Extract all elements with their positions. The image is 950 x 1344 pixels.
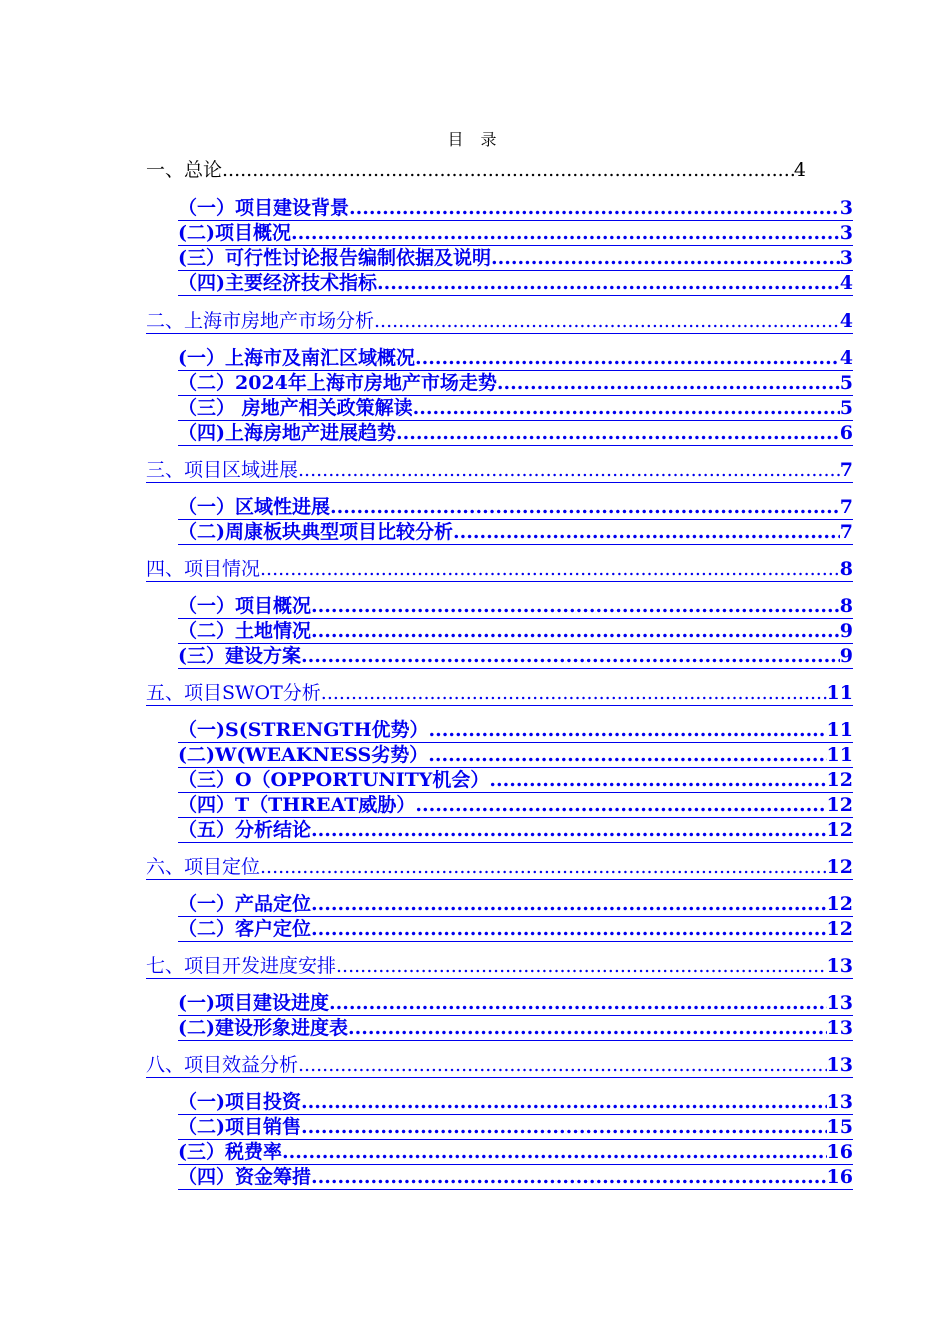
- toc-entry-page: 13: [826, 1017, 853, 1039]
- toc-entry-link[interactable]: [146, 1053, 853, 1078]
- toc-entry-label: (三）建设方案: [178, 645, 301, 667]
- toc-entry-link[interactable]: [146, 855, 853, 880]
- toc-dot-leader: [311, 917, 827, 941]
- toc-dot-leader: [336, 954, 827, 978]
- toc-entry-label: （二）2024年上海市房地产市场走势: [178, 372, 497, 394]
- toc-entry-link[interactable]: [178, 743, 853, 768]
- toc-dot-leader: [222, 158, 794, 182]
- toc-entry-page: 11: [826, 744, 853, 766]
- toc-entry-link[interactable]: [178, 619, 853, 644]
- toc-dot-leader: [377, 271, 840, 295]
- toc-dot-leader: [428, 743, 826, 767]
- toc-entry-page: 12: [826, 819, 853, 841]
- toc-entry-label: （一）产品定位: [178, 893, 312, 915]
- toc-entry-label: (一）上海市及南汇区域概况: [178, 347, 415, 369]
- toc-dot-leader: [329, 991, 827, 1015]
- toc-entry-page: 16: [826, 1141, 853, 1163]
- toc-dot-leader: [311, 594, 840, 618]
- toc-entry-page: 9: [839, 620, 853, 642]
- toc-dot-leader: [260, 855, 827, 879]
- toc-entry-page: 15: [826, 1116, 853, 1138]
- toc-entry-label: （二）客户定位: [178, 918, 312, 940]
- toc-entry-page: 13: [826, 955, 853, 977]
- toc-entry-label: (三）税费率: [178, 1141, 282, 1163]
- toc-dot-leader: [301, 1090, 827, 1114]
- toc-dot-leader: [429, 718, 827, 742]
- toc-entry-link[interactable]: [178, 196, 853, 221]
- toc-entry-page: 4: [839, 310, 853, 332]
- toc-entry-page: 11: [826, 719, 853, 741]
- toc-entry-label: （二)项目销售: [178, 1116, 301, 1138]
- toc-entry-link[interactable]: [146, 954, 853, 979]
- toc-entry-link[interactable]: [178, 991, 853, 1016]
- toc-entry-link[interactable]: [178, 271, 853, 296]
- toc-entry-page: 12: [826, 794, 853, 816]
- toc-entry-link[interactable]: [178, 1115, 853, 1140]
- toc-entry-label: （三） 房地产相关政策解读: [178, 397, 413, 419]
- toc-dot-leader: [301, 644, 840, 668]
- toc-dot-leader: [301, 1115, 827, 1139]
- toc-dot-leader: [453, 520, 840, 544]
- toc-entry-link[interactable]: [178, 396, 853, 421]
- toc-entry-link[interactable]: [178, 768, 853, 793]
- toc-entry-link[interactable]: [146, 458, 853, 483]
- toc-entry-label: （一）区域性进展: [178, 496, 331, 518]
- toc-dot-leader: [282, 1140, 827, 1164]
- toc-entry-page: 4: [793, 159, 806, 181]
- toc-entry-label: （四)上海房地产进展趋势: [178, 422, 396, 444]
- toc-entry-label: （一）项目概况: [178, 595, 312, 617]
- toc-dot-leader: [298, 1053, 827, 1077]
- toc-dot-leader: [321, 681, 827, 705]
- toc-entry-label: (二)项目概况: [178, 222, 291, 244]
- toc-entry-label: （四）资金筹措: [178, 1166, 312, 1188]
- toc-entry-page: 6: [839, 422, 853, 444]
- toc-entry-page: 11: [826, 682, 853, 704]
- toc-entry-link[interactable]: [178, 594, 853, 619]
- toc-dot-leader: [311, 892, 827, 916]
- toc-entry-label: （一）项目建设背景: [178, 197, 350, 219]
- toc-entry-page: 13: [826, 992, 853, 1014]
- toc-entry-link[interactable]: [146, 681, 853, 706]
- toc-entry-page: 9: [839, 645, 853, 667]
- toc-entry-link[interactable]: [178, 371, 853, 396]
- toc-entry-link[interactable]: [178, 520, 853, 545]
- toc-dot-leader: [396, 421, 840, 445]
- toc-entry-link[interactable]: [178, 917, 853, 942]
- toc-entry-link[interactable]: [178, 1165, 853, 1190]
- toc-entry-page: 7: [839, 496, 853, 518]
- toc-dot-leader: [311, 818, 827, 842]
- toc-dot-leader: [415, 793, 826, 817]
- toc-entry-page: 12: [826, 893, 853, 915]
- toc-dot-leader: [311, 619, 840, 643]
- toc-entry-label: 四、项目情况: [146, 558, 261, 580]
- toc-entry-page: 3: [839, 197, 853, 219]
- toc-entry-page: 7: [839, 459, 853, 481]
- toc-dot-leader: [489, 768, 826, 792]
- toc-entry-link[interactable]: [146, 309, 853, 334]
- toc-entry-link[interactable]: [178, 793, 853, 818]
- toc-entry-link[interactable]: [178, 718, 853, 743]
- toc-dot-leader: [330, 495, 840, 519]
- toc-dot-leader: [497, 371, 840, 395]
- toc-entry-label: 一、总论: [146, 159, 223, 181]
- toc-entry-page: 16: [826, 1166, 853, 1188]
- toc-entry-page: 12: [826, 918, 853, 940]
- toc-entry-label: （二)周康板块典型项目比较分析: [178, 521, 453, 543]
- toc-entry-link[interactable]: [178, 421, 853, 446]
- toc-entry-page: 3: [839, 222, 853, 244]
- toc-entry-page: 8: [839, 558, 853, 580]
- toc-entry-link[interactable]: [178, 818, 853, 843]
- toc-entry-label: （一)S(STRENGTH优势）: [178, 719, 429, 741]
- toc-entry-link[interactable]: [178, 346, 853, 371]
- toc-entry-label: (三）可行性讨论报告编制依据及说明: [178, 247, 491, 269]
- toc-entry-page: 4: [839, 347, 853, 369]
- toc-entry-link[interactable]: [178, 892, 853, 917]
- toc-dot-leader: [260, 557, 840, 581]
- toc-dot-leader: [349, 196, 840, 220]
- toc-dot-leader: [374, 309, 840, 333]
- toc-entry-label: 二、上海市房地产市场分析: [146, 310, 375, 332]
- toc-entry-page: 13: [826, 1054, 853, 1076]
- toc-entry-label: 七、项目开发进度安排: [146, 955, 337, 977]
- toc-entry-page: 12: [826, 856, 853, 878]
- toc-entry-page: 4: [839, 272, 853, 294]
- toc-entry-label: （四)主要经济技术指标: [178, 272, 377, 294]
- toc-title: 目 录: [447, 130, 503, 149]
- toc-entry-page: 8: [839, 595, 853, 617]
- toc-entry-label: (二)建设形象进度表: [178, 1017, 348, 1039]
- toc-entry-label: 六、项目定位: [146, 856, 261, 878]
- toc-entry[interactable]: [146, 158, 806, 182]
- toc-dot-leader: [415, 346, 840, 370]
- toc-entry-label: （四）T（THREAT威胁）: [178, 794, 416, 816]
- toc-dot-leader: [491, 246, 840, 270]
- toc-entry-link[interactable]: [178, 1016, 853, 1041]
- toc-dot-leader: [298, 458, 840, 482]
- toc-dot-leader: [348, 1016, 827, 1040]
- toc-entry-label: （五）分析结论: [178, 819, 312, 841]
- toc-entry-link[interactable]: [178, 1140, 853, 1165]
- toc-entry-label: 五、项目SWOT分析: [146, 682, 321, 704]
- toc-entry-page: 5: [839, 397, 853, 419]
- toc-entry-link[interactable]: [146, 557, 853, 582]
- toc-entry-label: 三、项目区域进展: [146, 459, 299, 481]
- toc-entry-page: 13: [826, 1091, 853, 1113]
- toc-entry-link[interactable]: [178, 495, 853, 520]
- toc-dot-leader: [413, 396, 840, 420]
- toc-dot-leader: [291, 221, 840, 245]
- toc-entry-page: 7: [839, 521, 853, 543]
- toc-entry-label: 八、项目效益分析: [146, 1054, 299, 1076]
- toc-entry-label: （一)项目投资: [178, 1091, 301, 1113]
- toc-entry-label: (二)W(WEAKNESS劣势）: [178, 744, 429, 766]
- toc-dot-leader: [311, 1165, 827, 1189]
- toc-entry-label: （二）土地情况: [178, 620, 312, 642]
- toc-entry-link[interactable]: [178, 246, 853, 271]
- toc-entry-page: 5: [839, 372, 853, 394]
- toc-entry-page: 12: [826, 769, 853, 791]
- toc-entry-label: （三）O（OPPORTUNITY机会）: [178, 769, 490, 791]
- toc-entry-link[interactable]: [178, 221, 853, 246]
- toc-entry-page: 3: [839, 247, 853, 269]
- toc-entry-link[interactable]: [178, 1090, 853, 1115]
- toc-entry-link[interactable]: [178, 644, 853, 669]
- toc-entry-label: (一)项目建设进度: [178, 992, 329, 1014]
